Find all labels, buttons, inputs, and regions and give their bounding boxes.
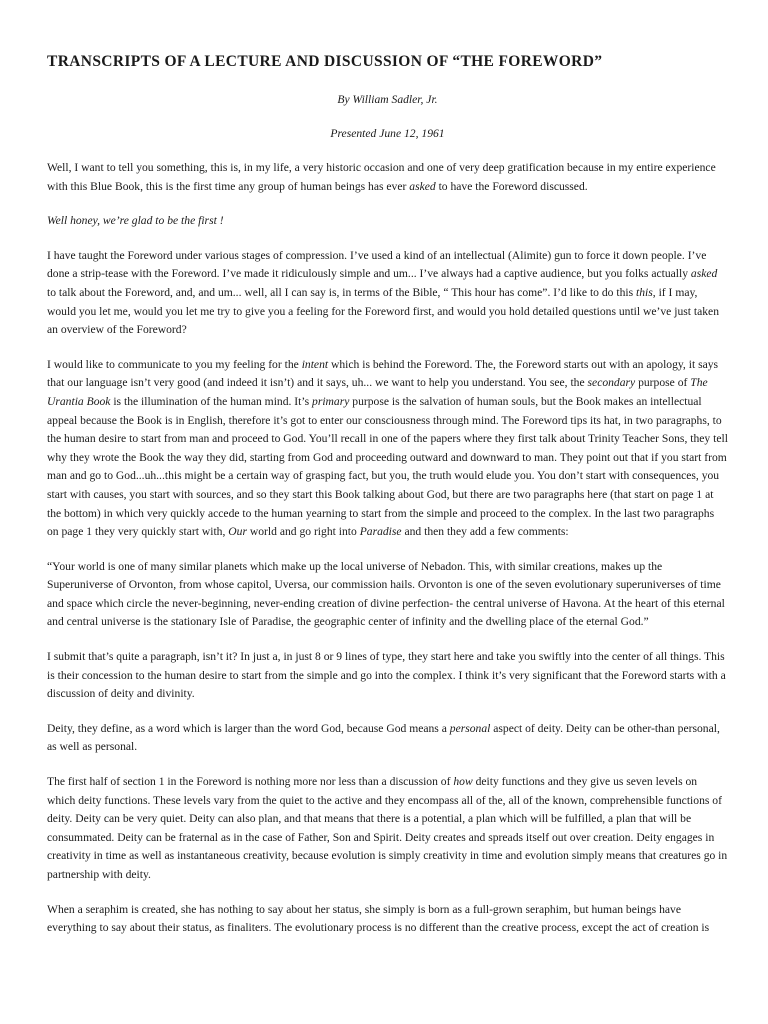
emphasis-text: intent (301, 357, 329, 371)
paragraph-text: I have taught the Foreword under various stages of compression. I’ve used a kind of an intellectual (Alimite) gun to force it down people. I’ve done a strip-tease with the Foreword. I’ve made it ridiculously simple and um... I’ve always had a captive audience, but you folks actually (47, 248, 707, 281)
paragraph-text: , if I may, would you let me, would you let me try to give you a feeling for the Foreword first, and would you hold detailed questions until we’ve just taken an overview of the Foreword? (47, 285, 719, 337)
paragraph-text: to have the Foreword discussed. (435, 179, 588, 193)
body-paragraph (47, 356, 728, 542)
paragraph-text: Well honey, we’re glad to be the first ! (47, 214, 224, 228)
body-paragraph (47, 901, 728, 938)
paragraph-text: deity functions and they give us seven levels on which deity functions. These levels vary from the quiet to the active and they encompass all of the, all of the known, comprehensible functions of deity. Deity can be very quiet. Deity can also plan, and that means that there is a potential, a plan which will be fulfilled, a plan that will be consummated. Deity can be fraternal as in the case of Father, Son and Spirit. Deity creates and spreads itself out over creation. Deity engages in creativity in time as well as instantaneous creativity, because evolution is simply creativity in time and evolution simply means that creatures go in partnership with deity. (47, 775, 728, 881)
body-paragraph (47, 720, 728, 757)
document-body (47, 159, 728, 938)
emphasis-text: Paradise (359, 525, 402, 539)
paragraph-text: “Your world is one of many similar planets which make up the local universe of Nebadon. This, with similar creations, makes up the Superuniverse of Orvonton, from whose capitol, Uversa, our commission hails. Orvonton is one of the seven evolutionary superuniverses of time and space which circle the never-beginning, never-ending creation of divine perfection- the central universe of Havona. At the heart of this eternal and central universe is the stationary Isle of Paradise, the geographic center of infinity and the dwelling place of the eternal God.” (47, 559, 725, 629)
emphasis-text: secondary (587, 376, 636, 390)
paragraph-text: When a seraphim is created, she has nothing to say about her status, she simply is born as a full-grown seraphim, but human beings have everything to say about their status, as finaliters. The evolutionary process is no different than the creative process, except the act of creation is (47, 902, 710, 935)
paragraph-text: purpose of (635, 376, 691, 390)
body-paragraph (47, 648, 728, 704)
document-title: TRANSCRIPTS OF A LECTURE AND DISCUSSION OF “THE FOREWORD” (47, 53, 603, 70)
paragraph-text: and then they add a few comments: (401, 525, 569, 539)
paragraph-text: aspect of deity. Deity can be other-than personal, as well as personal. (47, 721, 720, 754)
paragraph-text: The first half of section 1 in the Foreword is nothing more nor less than a discussion of (47, 775, 454, 789)
emphasis-text: primary (312, 394, 350, 408)
paragraph-text: is the illumination of the human mind. It’s (110, 394, 313, 408)
body-paragraph (47, 159, 728, 196)
emphasis-text: asked (409, 179, 436, 193)
paragraph-text: purpose is the salvation of human souls, but the Book makes an intellectual appeal because the Book is in English, therefore it’s got to enter our consciousness through mind. The Foreword tips its hat, in two paragraphs, to the human desire to start from man and proceed to God. You’ll recall in one of the papers where they first talk about Trinity Teacher Sons, they tell why they wrote the Book the way they did, starting from God and proceeding outward and downward to man. They point out that if you start from man and go to God...uh...this might be a certain way of grasping fact, but you, the truth would elude you. You don’t start with consequences, you start with causes, you start with sources, and so they start this Book talking about God, but there are two paragraphs here (that start on page 1 at the bottom) in which very quickly accede to the human yearning to start from the simple and proceed to the complex. In the last two paragraphs on page 1 they very quickly start with, (47, 394, 728, 539)
paragraph-text: which is behind the Foreword. The, the Foreword starts out with an apology, it says that our language isn’t very good (and indeed it isn’t) and it says, uh... we want to help you understand. You see, the (47, 357, 719, 390)
author-byline: By William Sadler, Jr. (337, 93, 438, 106)
body-paragraph (47, 773, 728, 885)
paragraph-text: Well, I want to tell you something, this is, in my life, a very historic occasion and one of very deep gratification because in my entire experience with this Blue Book, this is the first time any group of human beings has ever (47, 161, 716, 193)
emphasis-text: how (453, 775, 473, 789)
emphasis-text: personal (449, 721, 491, 735)
emphasis-text: asked (690, 267, 718, 281)
body-paragraph (47, 247, 728, 340)
presentation-date: Presented June 12, 1961 (330, 127, 445, 140)
paragraph-text: Deity, they define, as a word which is larger than the word God, because God means a (47, 721, 450, 735)
document-page (47, 52, 728, 954)
body-paragraph (47, 558, 728, 632)
emphasis-text: this (636, 285, 653, 299)
paragraph-text: I submit that’s quite a paragraph, isn’t it? In just a, in just 8 or 9 lines of type, they start here and take you swiftly into the center of all things. This is their concession to the human desire to start from the simple and go into the complex. I think it’s very significant that the Foreword starts with a discussion of deity and divinity. (47, 650, 726, 701)
body-paragraph (47, 212, 728, 231)
emphasis-text: The Urantia Book (47, 376, 708, 408)
paragraph-text: to talk about the Foreword, and, and um... well, all I can say is, in terms of the Bible, “ This hour has come”. I’d like to do this (47, 285, 637, 299)
paragraph-text: world and go right into (246, 525, 360, 539)
emphasis-text: Our (228, 525, 247, 539)
paragraph-text: I would like to communicate to you my feeling for the (47, 357, 302, 371)
